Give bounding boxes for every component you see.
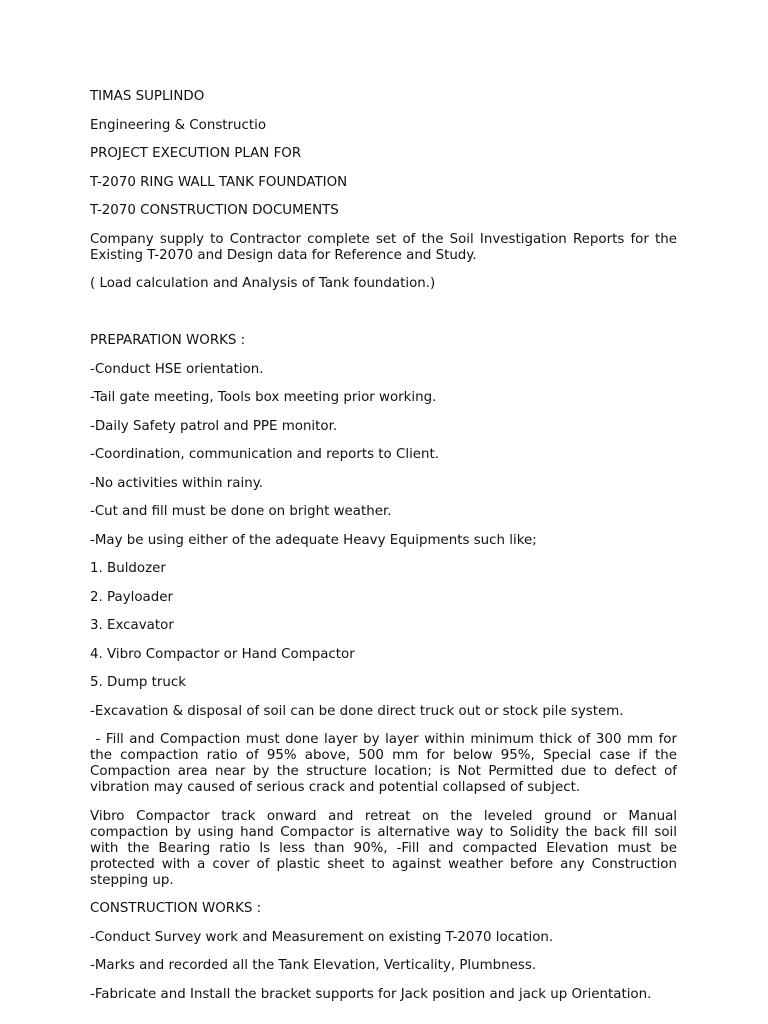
equipment-item: 5. Dump truck [90, 675, 186, 690]
equipment-item: 2. Payloader [90, 589, 173, 605]
construction-item: -Marks and recorded all the Tank Elevation, Verticality, Plumbness. [90, 958, 537, 973]
excavation-note: -Excavation & disposal of soil can be done direct truck out or stock pile system. [90, 703, 624, 719]
vibro-compactor-paragraph: Vibro Compactor track onward and retreat on the leveled ground or Manual compaction by using hand Compactor is alternative way to Solidity the back fill soil with the Bearing ratio Is less than 90%, -Fill and compacted Elevation must be protected with a cover of plastic sheet to against weather before any Construction stepping up. [90, 808, 677, 888]
plan-title: PROJECT EXECUTION PLAN FOR [90, 146, 302, 161]
construction-item: -Fabricate and Install the bracket supports for Jack position and jack up Orientation. [90, 986, 652, 1002]
document-page [90, 89, 682, 1015]
construction-heading: CONSTRUCTION WORKS : [90, 901, 262, 916]
preparation-item: -Cut and fill must be done on bright weather. [90, 504, 392, 519]
preparation-item: -Tail gate meeting, Tools box meeting prior working. [90, 390, 437, 405]
equipment-item: 4. Vibro Compactor or Hand Compactor [90, 646, 355, 662]
preparation-item: -No activities within rainy. [90, 475, 263, 491]
fill-compaction-paragraph: - Fill and Compaction must done layer by layer within minimum thick of 300 mm for the compaction ratio of 95% above, 500 mm for below 95%, Special case if the Compaction area near by the structure location; is Not Permitted due to defect of vibration may caused of serious crack and potential collapsed of subject. [90, 732, 682, 795]
load-calc-note: ( Load calculation and Analysis of Tank foundation.) [90, 276, 436, 291]
preparation-item: -May be using either of the adequate Heavy Equipments such like; [90, 532, 537, 548]
preparation-heading: PREPARATION WORKS : [90, 333, 246, 348]
division-name: Engineering & Constructio [90, 117, 267, 133]
project-title: T-2070 RING WALL TANK FOUNDATION [90, 174, 348, 190]
documents-title: T-2070 CONSTRUCTION DOCUMENTS [90, 203, 339, 218]
preparation-item: -Daily Safety patrol and PPE monitor. [90, 418, 338, 434]
construction-item: -Conduct Survey work and Measurement on existing T-2070 location. [90, 929, 554, 945]
equipment-item: 3. Excavator [90, 618, 174, 633]
blank-line [90, 305, 677, 334]
preparation-item: -Conduct HSE orientation. [90, 361, 264, 377]
preparation-item: -Coordination, communication and reports to Client. [90, 447, 440, 462]
equipment-item: 1. Buldozer [90, 561, 166, 576]
supply-paragraph: Company supply to Contractor complete set of the Soil Investigation Reports for the Existing T-2070 and Design data for Reference and Study. [90, 231, 677, 263]
company-name: TIMAS SUPLINDO [90, 89, 205, 104]
